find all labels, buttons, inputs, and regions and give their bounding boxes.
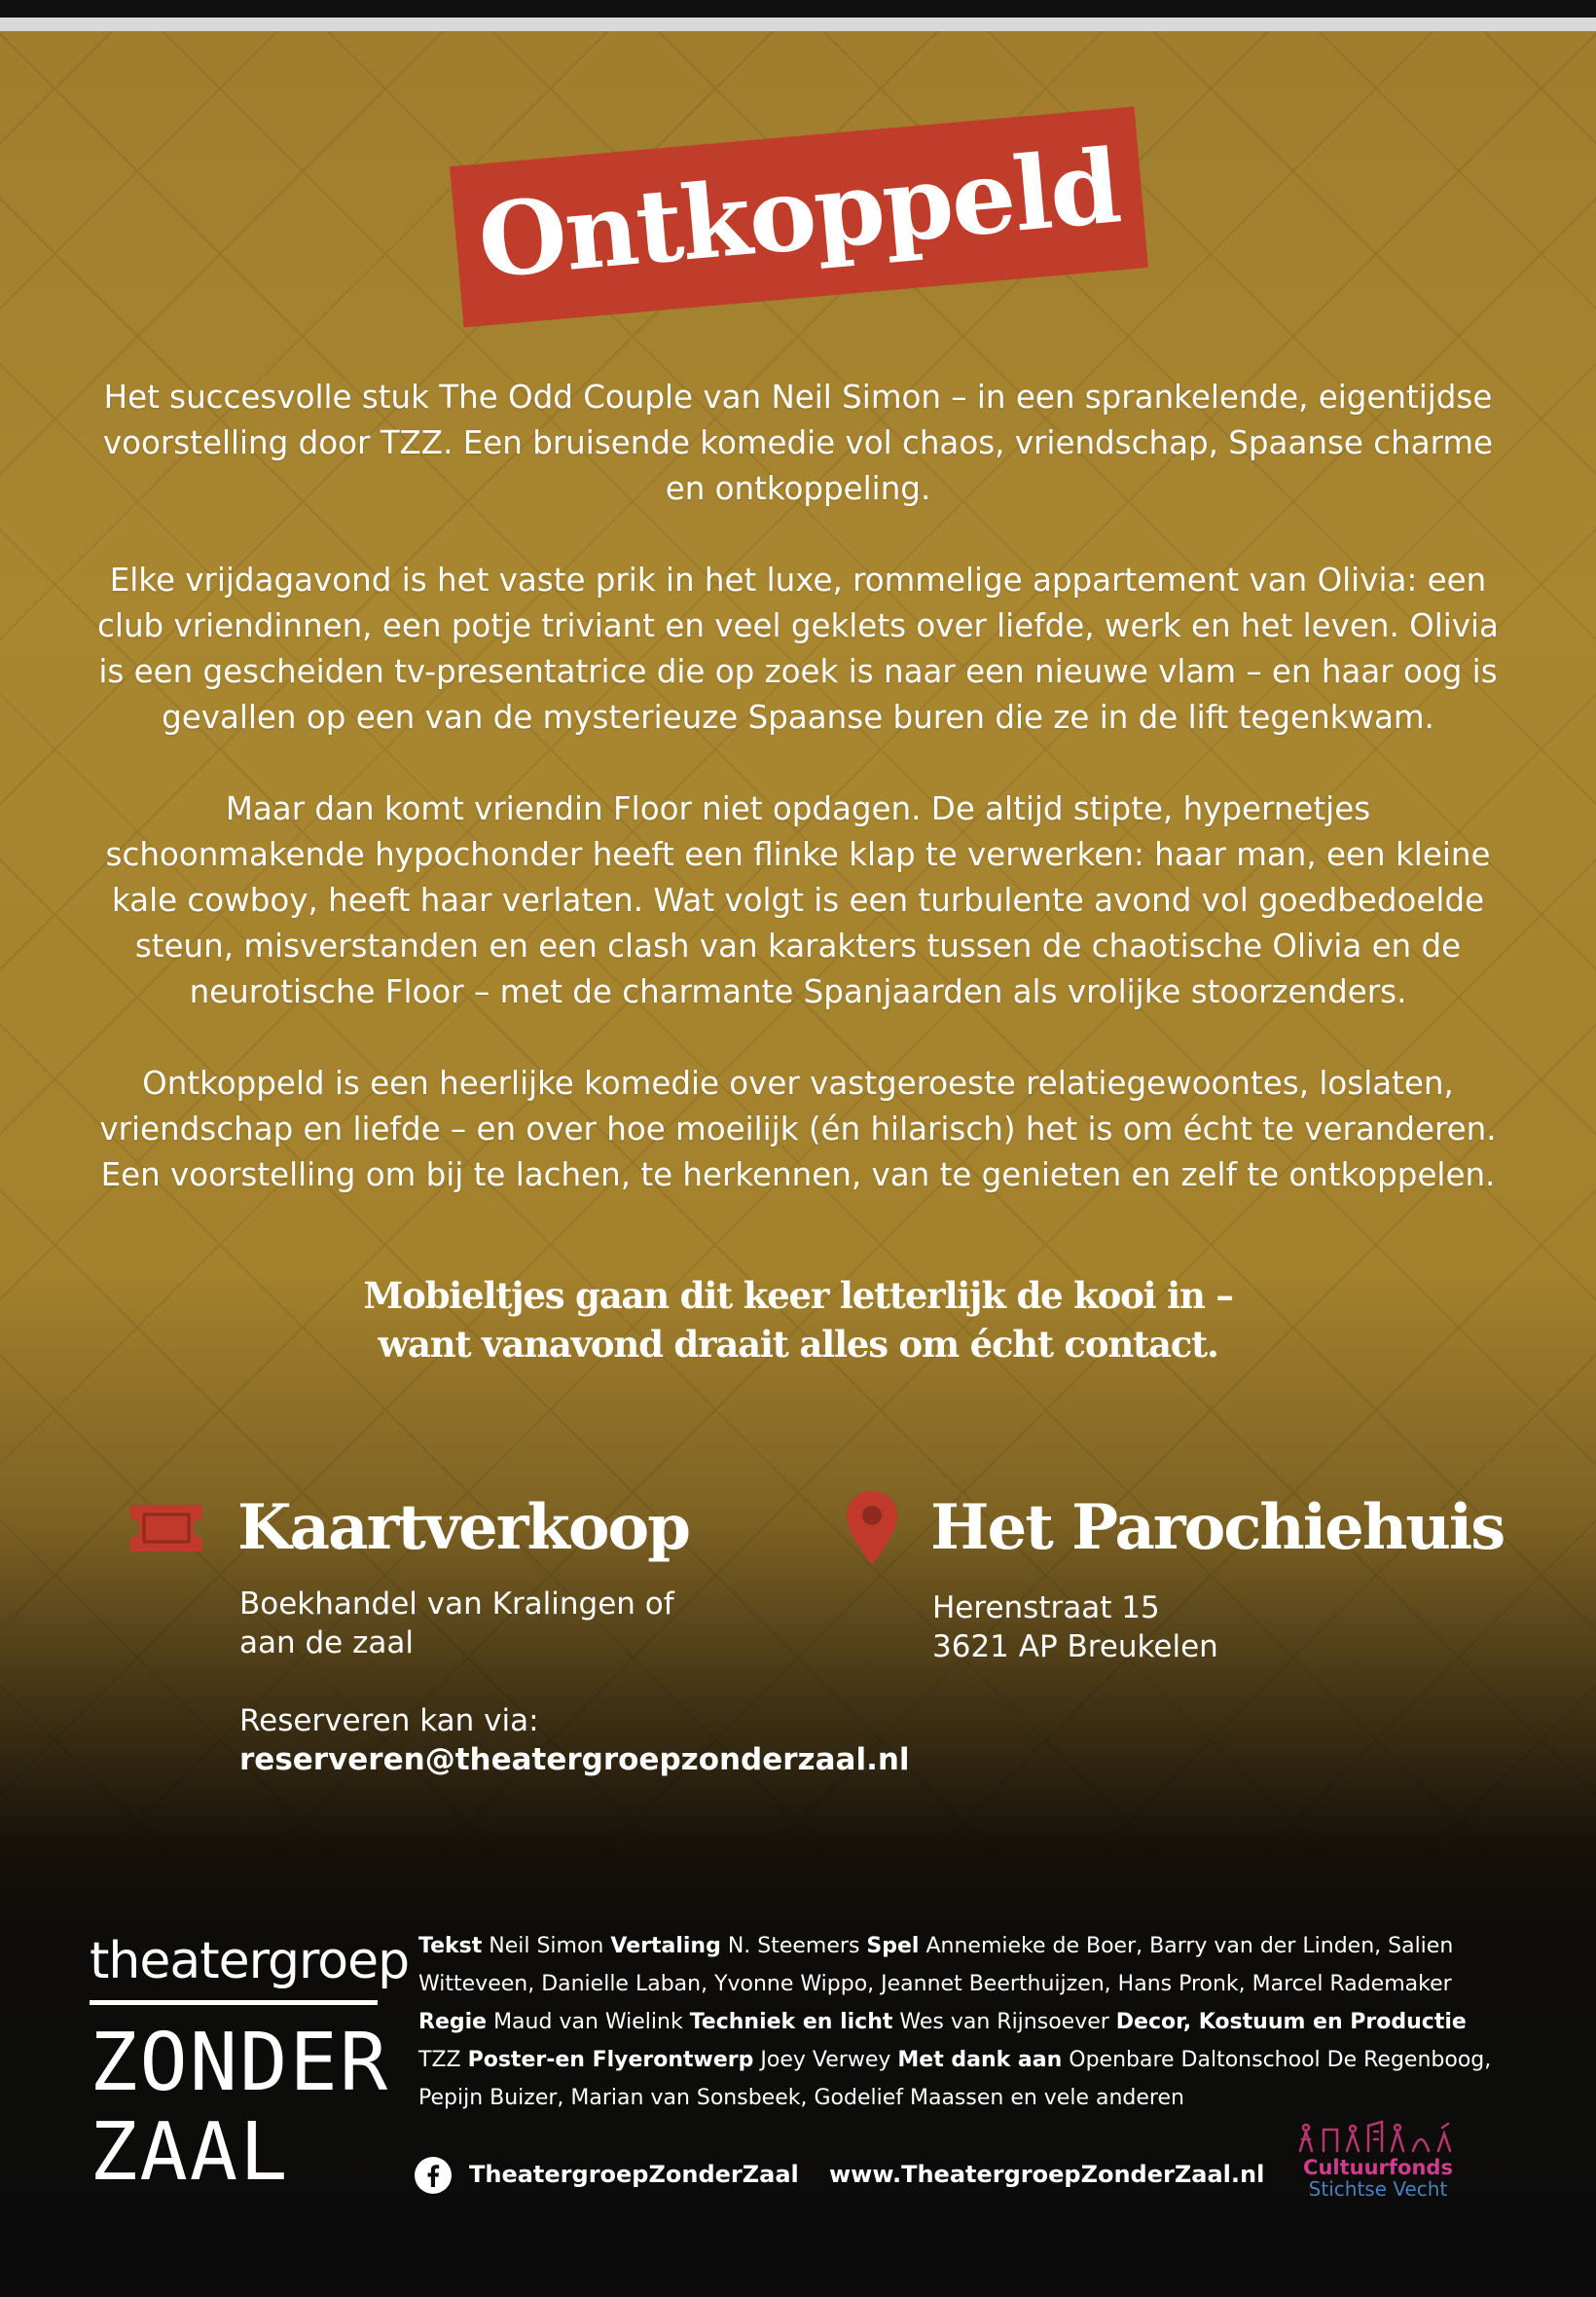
credit-dank: Openbare Daltonschool De Regenboog, Pepijn Buizer, Marian van Sonsbeek, Godelief Maassen en vele anderen (418, 2048, 1492, 2110)
credit-label-dank: Met dank aan (897, 2048, 1063, 2072)
theatergroep-zonder-zaal-logo (90, 1932, 410, 2199)
logo-big-text-1: ZONDER (90, 2017, 390, 2109)
website-link[interactable]: www.TheatergroepZonderZaal.nl (829, 2161, 1265, 2188)
credit-vertaling: N. Steemers (727, 1934, 860, 1958)
venue-city: 3621 AP Breukelen (932, 1629, 1218, 1664)
poster-title: Ontkoppeld (473, 126, 1124, 302)
tagline (195, 1271, 1401, 1368)
cultuurfonds-figures-icon (1290, 2118, 1466, 2157)
top-dark-strip (0, 0, 1596, 18)
logo-divider (90, 2000, 378, 2005)
credit-label-poster: Poster-en Flyerontwerp (467, 2048, 754, 2072)
credit-label-vertaling: Vertaling (610, 1934, 721, 1958)
credit-poster: Joey Verwey (760, 2048, 891, 2072)
reserve-email[interactable]: reserveren@theatergroepzonderzaal.nl (239, 1742, 910, 1777)
tickets-heading: Kaartverkoop (237, 1491, 689, 1564)
tickets-location-line-1: Boekhandel van Kralingen of (239, 1586, 674, 1622)
tickets-info (239, 1585, 910, 1779)
tickets-location-line-2: aan de zaal (239, 1625, 414, 1660)
venue-street: Herenstraat 15 (932, 1590, 1160, 1625)
sponsor-name-line-2: Stichtse Vecht (1308, 2177, 1448, 2201)
sponsor-name-line-1: Cultuurfonds (1303, 2156, 1453, 2179)
venue-address (932, 1588, 1218, 1666)
tagline-line-1: Mobieltjes gaan dit keer letterlijk de kooi in – (363, 1274, 1233, 1317)
credit-label-tekst: Tekst (418, 1934, 483, 1958)
reserve-label: Reserveren kan via: (239, 1703, 539, 1738)
top-light-strip (0, 18, 1596, 31)
credit-tekst: Neil Simon (489, 1934, 604, 1958)
facebook-icon[interactable] (415, 2157, 452, 2194)
logo-small-text: theatergroep (90, 1932, 410, 1990)
credit-label-decor: Decor, Kostuum en Productie (1115, 2010, 1467, 2034)
description-paragraph-2: Elke vrijdagavond is het vaste prik in het luxe, rommelige appartement van Olivia: een club vriendinnen, een potje triviant en veel geklets over liefde, werk en het leven. Olivia is een gescheiden tv-presentatrice die op zoek is naar een nieuwe vlam – en haar oog is gevallen op een van de mysterieuze Spaanse buren die ze in de lift tegenkwam. (97, 562, 1499, 736)
description-paragraph-3: Maar dan komt vriendin Floor niet opdagen. De altijd stipte, hypernetjes schoonmakende hypochonder heeft een flinke klap te verwerken: haar man, een kleine kale cowboy, heeft haar verlaten. Wat volgt is een turbulente avond vol goedbedoelde steun, misverstanden en een clash van karakters tussen de chaotische Olivia en de neurotische Floor – met de charmante Spanjaarden als vrolijke stoorzenders. (105, 790, 1491, 1010)
credit-techniek: Wes van Rijnsoever (899, 2010, 1109, 2034)
ticket-icon (127, 1501, 206, 1555)
description-paragraph-4: Ontkoppeld is een heerlijke komedie over vastgeroeste relatiegewoontes, loslaten, vriendschap en liefde – en over hoe moeilijk (én hilarisch) het is om écht te veranderen. Een voorstelling om bij te lachen, te herkennen, van te genieten en zelf te ontkoppelen. (99, 1065, 1497, 1193)
description (97, 375, 1499, 1244)
credit-label-regie: Regie (418, 2010, 488, 2034)
cultuurfonds-logo (1290, 2118, 1466, 2200)
credit-regie: Maud van Wielink (493, 2010, 683, 2034)
credits (418, 1927, 1508, 2117)
location-pin-icon (845, 1489, 899, 1567)
facebook-link[interactable]: TheatergroepZonderZaal (469, 2161, 799, 2188)
description-paragraph-1: Het succesvolle stuk The Odd Couple van Neil Simon – in een sprankelende, eigentijdse voorstelling door TZZ. Een bruisende komedie vol chaos, vriendschap, Spaanse charme en ontkoppeling. (102, 379, 1494, 507)
logo-big-text-2: ZAAL (90, 2106, 290, 2199)
venue-heading: Het Parochiehuis (930, 1491, 1505, 1564)
credit-label-spel: Spel (866, 1934, 920, 1958)
credit-decor: TZZ (418, 2048, 461, 2072)
credit-spel: Annemieke de Boer, Barry van der Linden, Salien Witteveen, Danielle Laban, Yvonne Wippo, Jeannet Beerthuijzen, Hans Pronk, Marcel Rademaker (418, 1934, 1454, 1996)
credit-label-techniek: Techniek en licht (689, 2010, 893, 2034)
tagline-line-2: want vanavond draait alles om écht contact. (378, 1323, 1218, 1366)
